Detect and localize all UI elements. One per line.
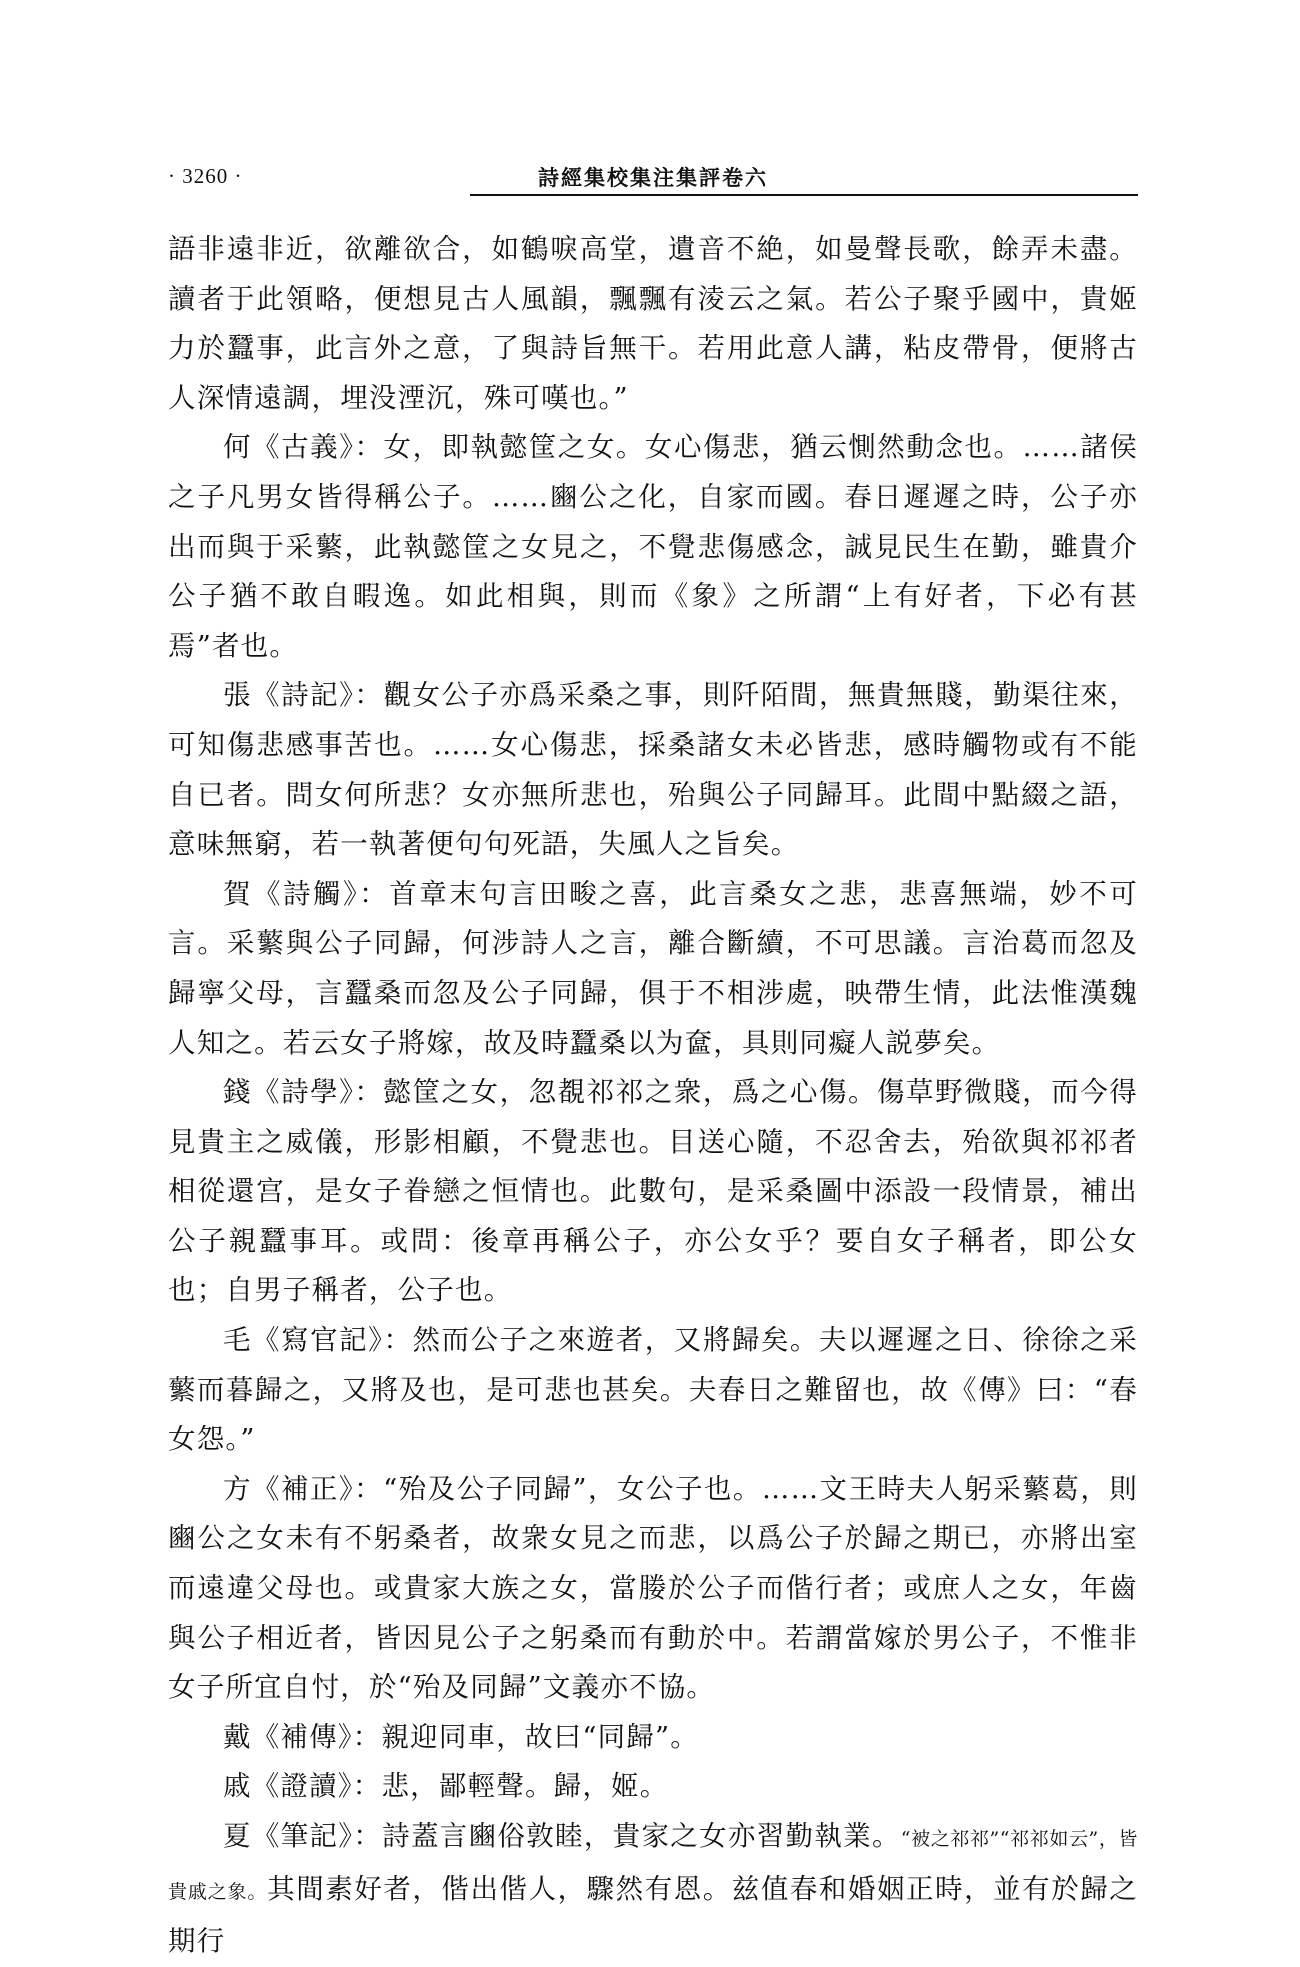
paragraph-text: 其間素好者，偕出偕人，驟然有恩。兹值春和婚姻正時，並有於歸之期行 — [168, 1872, 1138, 1958]
paragraph-xia-biji — [168, 1812, 1138, 1967]
paragraph-he-guyi: 何《古義》：女，即執懿筐之女。女心傷悲，猶云惻然動念也。……諸侯之子凡男女皆得稱公子。……豳公之化，自家而國。春日遲遲之時，公子亦出而與于采蘩，此執懿筐之女見之，不覺悲傷感念，誠見民生在勤，雖貴介公子猶不敢自暇逸。如此相與，則而《象》之所謂“上有好者，下必有甚焉”者也。 — [168, 431, 1138, 662]
running-title: 詩經集校集注集評卷六 — [538, 165, 768, 190]
paragraph-text: 夏《筆記》：詩蓋言豳俗敦睦，貴家之女亦習勤執業。 — [223, 1820, 901, 1852]
paragraph-mao-xieguanji: 毛《寫官記》：然而公子之來遊者，又將歸矣。夫以遲遲之日、徐徐之采蘩而暮歸之，又將及也，是可悲也甚矣。夫春日之難留也，故《傳》曰：“春女怨。” — [168, 1324, 1138, 1456]
page-header — [168, 160, 1138, 200]
paragraph-qian-shixue: 錢《詩學》：懿筐之女，忽覩祁祁之衆，爲之心傷。傷草野微賤，而今得見貴主之威儀，形影相顧，不覺悲也。目送心隨，不忍舍去，殆欲與祁祁者相從還宫，是女子眷戀之恒情也。此數句，是采桑圖中添設一段情景，補出公子親蠶事耳。或問：後章再稱公子，亦公女乎？要自女子稱者，即公女也；自男子稱者，公子也。 — [168, 1076, 1138, 1307]
paragraph-he-shichu: 賀《詩觸》：首章末句言田畯之喜，此言桑女之悲，悲喜無端，妙不可言。采蘩與公子同歸，何涉詩人之言，離合斷續，不可思議。言治葛而忽及歸寧父母，言蠶桑而忽及公子同歸，俱于不相涉處，映帶生情，此法惟漢魏人知之。若云女子將嫁，故及時蠶桑以为奩，具則同癡人説夢矣。 — [168, 877, 1138, 1059]
paragraph-fang-buzheng: 方《補正》：“殆及公子同歸”，女公子也。……文王時夫人躬采蘩葛，則豳公之女未有不躬桑者，故衆女見之而悲，以爲公子於歸之期已，亦將出室而遠違父母也。或貴家大族之女，當媵於公子而偕行者；或庶人之女，年齒與公子相近者，皆因見公子之躬桑而有動於中。若謂當嫁於男公子，不惟非女子所宜自忖，於“殆及同歸”文義亦不協。 — [168, 1472, 1138, 1704]
page-number: · 3260 · — [168, 164, 243, 188]
inline-annotation: “被之祁祁”“祁祁如云”，皆貴戚之象。 — [168, 1828, 1138, 1903]
paragraph-zhang-shiji: 張《詩記》：觀女公子亦爲采桑之事，則阡陌間，無貴無賤，勤渠往來，可知傷悲感事苦也。……女心傷悲，採桑諸女未必皆悲，感時觸物或有不能自已者。問女何所悲？女亦無所悲也，殆與公子同歸耳。此間中點綴之語，意味無窮，若一執著便句句死語，失風人之旨矣。 — [168, 679, 1138, 861]
body-text — [168, 225, 1138, 1967]
header-rule — [470, 194, 1138, 196]
paragraph-continuation: 語非遠非近，欲離欲合，如鶴唳高堂，遺音不絶，如曼聲長歌，餘弄未盡。讀者于此領略，便想見古人風韻，飄飄有淩云之氣。若公子聚乎國中，貴姬力於蠶事，此言外之意，了與詩旨無干。若用此意人講，粘皮帶骨，便將古人深情遠調，埋没湮沉，殊可嘆也。” — [168, 233, 1138, 414]
paragraph-qi-zhengdu: 戚《證讀》：悲，鄙輕聲。歸，姬。 — [223, 1770, 669, 1803]
paragraph-dai-buzhuan: 戴《補傳》：親迎同車，故曰“同歸”。 — [223, 1720, 699, 1753]
